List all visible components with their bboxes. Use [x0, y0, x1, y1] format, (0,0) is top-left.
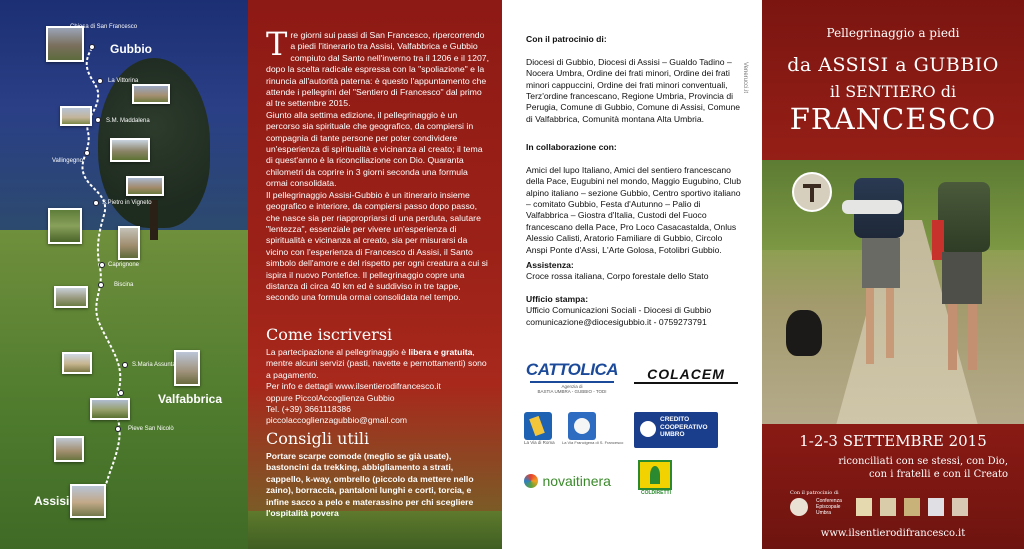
- valfabbrica-photo: [90, 398, 130, 420]
- intro-text: [266, 25, 490, 304]
- iscriversi-phone: Tel. (+39) 3661118386: [266, 404, 351, 415]
- coldiretti-caption: COLDIRETTI: [641, 490, 671, 496]
- assisi-photo: [70, 484, 106, 518]
- cover-tagline-2: con i fratelli e con il Creato: [868, 469, 1008, 480]
- vittorina-photo: [132, 84, 170, 104]
- cover-title-line-3: FRANCESCO: [789, 102, 997, 136]
- collaborazione-heading: In collaborazione con:: [526, 142, 617, 152]
- coldiretti-logo: [638, 460, 674, 496]
- pieve-photo: [54, 436, 84, 462]
- via-francigena-caption: La Via Francigena di S. Francesco: [562, 440, 624, 445]
- cover-title-band: [762, 0, 1024, 160]
- vertical-credit: Venerucci.it: [742, 62, 748, 94]
- consigli-text: Portare scarpe comode (meglio se già usate), bastoncini da trekking, abbigliamento a strati, cappello, k-way, ombrello (piccolo da mettere nello zaino), borraccia, pantaloni lunghi e corti, torcia, e infine sacco a pelo e materassino per chi scegliere l'ospitalità povera: [266, 451, 474, 519]
- caprignone-photo: [118, 226, 140, 260]
- cover-tagline-1: riconciliati con se stessi, con Dio,: [838, 456, 1008, 467]
- cattolica-sub-2: BASTIA UMBRA - GUBBIO - TODI: [537, 389, 607, 394]
- biscina-photo: [54, 286, 88, 308]
- cover-patron-logos: [790, 498, 968, 516]
- coldiretti-icon: [638, 460, 672, 490]
- credits-panel: [502, 0, 762, 549]
- forest-path-photo: [48, 208, 82, 244]
- dog: [786, 310, 822, 356]
- gubbio-marker: [89, 44, 95, 50]
- novaitinera-icon: [524, 474, 538, 488]
- pilgrim-bedroll: [842, 200, 902, 214]
- iscriversi-heading: Come iscriversi: [266, 325, 393, 344]
- cover-panel: [762, 0, 1024, 549]
- assistenza-heading: Assistenza:: [526, 260, 574, 270]
- map-label-gubbio: Gubbio: [110, 42, 152, 56]
- cattolica-logo-text: CATTOLICA: [525, 360, 619, 379]
- via-francigena-logo: [562, 412, 624, 445]
- map-label-caprignone: Caprignone: [108, 262, 140, 268]
- collaborazione-text: Amici del lupo Italiano, Amici del sentiero francescano della Pace, Eugubini nel mondo, Maggio Eugubino, Club alpino italiano – sezione Gubbio, Centro sportivo italiano – comitato Gubbio, Festa d'Autunno – Palio di Valfabbrica – Giostra d'Italia, Custodi del Fuoco francescano della Pace, Pro Loco Casacastalda, Onlus Alessio Calisti, Aratorio Familiare di Gubbio, Circolo Anspi Ponte d'Assi, L'Arte Golosa, Fotolibri Gubbio.: [526, 164, 741, 255]
- assunta-marker: [122, 362, 128, 368]
- stampa-line-2: comunicazione@diocesigubbio.it - 0759273791: [526, 316, 707, 327]
- iscriversi-text: [266, 347, 492, 427]
- cover-title-line-1: da ASSISI a GUBBIO: [787, 54, 999, 76]
- pieve-marker: [115, 426, 121, 432]
- credito-text: [660, 416, 712, 439]
- iscriversi-email: piccolaccoglienzagubbio@gmail.com: [266, 415, 408, 426]
- map-label-chiesa: Chiesa di San Francesco: [70, 24, 138, 30]
- gubbio-church-photo: [46, 26, 84, 62]
- iscriversi-text-1: La partecipazione al pellegrinaggio è: [266, 347, 409, 357]
- pilgrim-1-shorts: [862, 238, 900, 288]
- iscriversi-free: libera e gratuita: [408, 347, 473, 357]
- map-label-maddalena: S.M. Maddalena: [106, 118, 150, 124]
- assunta-photo: [62, 352, 92, 374]
- patron-logo-4: [904, 498, 920, 516]
- maddalena-photo: [60, 106, 92, 126]
- consigli-section: [266, 430, 492, 519]
- patron-logo-1: [790, 498, 808, 516]
- credito-icon: [640, 421, 656, 437]
- iscriversi-website: Per info e dettagli www.ilsentierodifrancesco.it: [266, 381, 441, 392]
- patron-logo-6: [952, 498, 968, 516]
- novaitinera-text: novaitinera: [542, 472, 611, 489]
- intro-paragraph-1: re giorni sui passi di San Francesco, ripercorrendo a piedi l'itinerario tra Assisi, Valfabbrica e Gubbio compiuto dal Santo nell'inverno tra il 1206 e il 1207, dopo la scelta radicale espressa con la "spoliazione" e la rinuncia all'autorità paterna: è questo l'appuntamento che attende i pellegrini del "Sentiero di Francesco" dal primo al tre settembre 2015.: [266, 30, 490, 109]
- patrocinio-heading: Con il patrocinio di:: [526, 34, 607, 44]
- cover-title-line-2: il SENTIERO di: [829, 82, 957, 101]
- iscriversi-alt: oppure PiccolAccoglienza Gubbio: [266, 392, 395, 403]
- pilgrim-1-leg-right: [886, 288, 894, 358]
- credito-line-1: CREDITO: [660, 416, 690, 423]
- map-label-vigneto: S.Pietro in Vigneto: [102, 200, 152, 206]
- pilgrims-photo: [762, 160, 1024, 424]
- patron-logo-1-caption: Conferenza Episcopale Umbra: [816, 498, 842, 516]
- vigneto-marker: [93, 200, 99, 206]
- stampa-heading: Ufficio stampa:: [526, 294, 589, 304]
- vallingegno-marker: [84, 150, 90, 156]
- patron-logo-5: [928, 498, 944, 516]
- assistenza-text: Croce rossa italiana, Corpo forestale dello Stato: [526, 271, 709, 282]
- intro-paragraph-3: Il pellegrinaggio Assisi-Gubbio è un itinerario insieme geografico e interiore, da compiersi passo dopo passo, che nasce sia per riappropriarsi di una perduta, salutare "lentezza", essenziale per vivere un'esperienza di spiritualità e vicinanza al creato, sia per misurarsi da vicino con l'esperienza di Francesco di Assisi, il Santo simbolo dell'amore e del rispetto per ogni creatura a cui si ispira il nuovo Pontefice. Il pellegrinaggio copre una distanza di circa 40 km ed è suddiviso in tre tappe, secondo una formula ormai consolidata nel tempo.: [266, 189, 488, 303]
- tau-logo: [792, 172, 832, 212]
- route-map-panel: [0, 0, 248, 549]
- map-label-pieve: Pieve San Nicolò: [128, 426, 174, 432]
- map-label-assisi: Assisi: [34, 494, 70, 508]
- pilgrim-2-shorts: [942, 252, 982, 304]
- pilgrim-2-leg-left: [948, 304, 957, 370]
- cattolica-logo: [524, 360, 620, 394]
- via-roma-icon-shape: [529, 416, 545, 436]
- cover-website: www.ilsentierodifrancesco.it: [820, 528, 966, 539]
- credito-cooperativo-logo: [634, 412, 718, 448]
- cattolica-logo-rule: [530, 381, 614, 383]
- maddalena-marker: [95, 117, 101, 123]
- credito-line-3: UMBRO: [660, 431, 685, 438]
- biscina-marker: [98, 282, 104, 288]
- assunta-tower-photo: [174, 350, 200, 386]
- map-label-vallingegno: Vallingegno: [52, 158, 83, 164]
- vallingegno-photo: [110, 138, 150, 162]
- stampa-section: [526, 294, 744, 328]
- iscriversi-text-2: , mentre alcuni servizi (pasti, navette e pernottamenti) sono a pagamento.: [266, 347, 487, 380]
- coldiretti-icon-shape: [650, 466, 660, 484]
- cover-kicker: Pellegrinaggio a piedi: [826, 26, 960, 40]
- via-roma-logo: [524, 412, 554, 445]
- via-roma-caption: La Via di Roma: [524, 440, 555, 445]
- via-francigena-icon-shape: [574, 418, 590, 434]
- description-panel: [248, 0, 502, 549]
- dropcap-letter: T: [266, 25, 288, 63]
- iscriversi-section: [266, 326, 492, 427]
- patron-logo-2: [856, 498, 872, 516]
- patron-logo-3: [880, 498, 896, 516]
- map-label-biscina: Biscina: [114, 282, 134, 288]
- patrocinio-text: Diocesi di Gubbio, Diocesi di Assisi – Gualdo Tadino – Nocera Umbra, Ordine dei frati minori, Ordine dei frati minori cappuccini, Ordine dei frati minori conventuali, Terz'ordine francescano, Regione Umbria, Provincia di Perugia, Comune di Gubbio, Comune di Assisi, Comune di Valfabbrica, Comunità montana Alta Umbria.: [526, 56, 740, 124]
- cover-patronage-label: Con il patrocinio di: [790, 490, 839, 496]
- tau-icon-stem: [810, 186, 814, 202]
- stampa-line-1: Ufficio Comunicazioni Sociali - Diocesi di Gubbio: [526, 305, 712, 316]
- intro-paragraph-2: Giunto alla settima edizione, il pellegrinaggio è un percorso sia spirituale che geografico, da compiersi in compagnia di tante persone per poter condividere un'esperienza di spiritualità e vicinanza al creato; il tema di quest'anno è la riconciliazione con Dio. Quaranta chilometri da coprire in 3 giorni seconda una formula ormai consolidata.: [266, 109, 483, 189]
- pilgrim-backpack-2: [938, 182, 990, 252]
- cover-dates: 1-2-3 SETTEMBRE 2015: [799, 432, 987, 450]
- via-roma-icon: [524, 412, 552, 440]
- novaitinera-logo: [524, 472, 620, 490]
- colacem-logo-text: COLACEM: [634, 366, 738, 384]
- map-label-vittorina: La Vittorina: [108, 78, 139, 84]
- consigli-heading: Consigli utili: [266, 429, 370, 448]
- map-label-valfabbrica: Valfabbrica: [158, 392, 223, 406]
- caprignone-marker: [99, 262, 105, 268]
- via-francigena-icon: [568, 412, 596, 440]
- collaborazione-section: [526, 142, 744, 256]
- valfabbrica-marker: [118, 390, 124, 396]
- vigneto-photo: [126, 176, 164, 196]
- patrocinio-section: [526, 34, 744, 125]
- cattolica-sub-1: Agenzia di: [561, 384, 583, 389]
- pilgrim-1-leg-left: [866, 288, 874, 364]
- assistenza-section: [526, 260, 744, 283]
- credito-line-2: COOPERATIVO: [660, 423, 708, 431]
- pilgrim-2-leg-right: [968, 304, 977, 370]
- map-label-assunta: S.Maria Assunta: [132, 362, 176, 368]
- vittorina-marker: [97, 78, 103, 84]
- colacem-logo: [634, 366, 738, 384]
